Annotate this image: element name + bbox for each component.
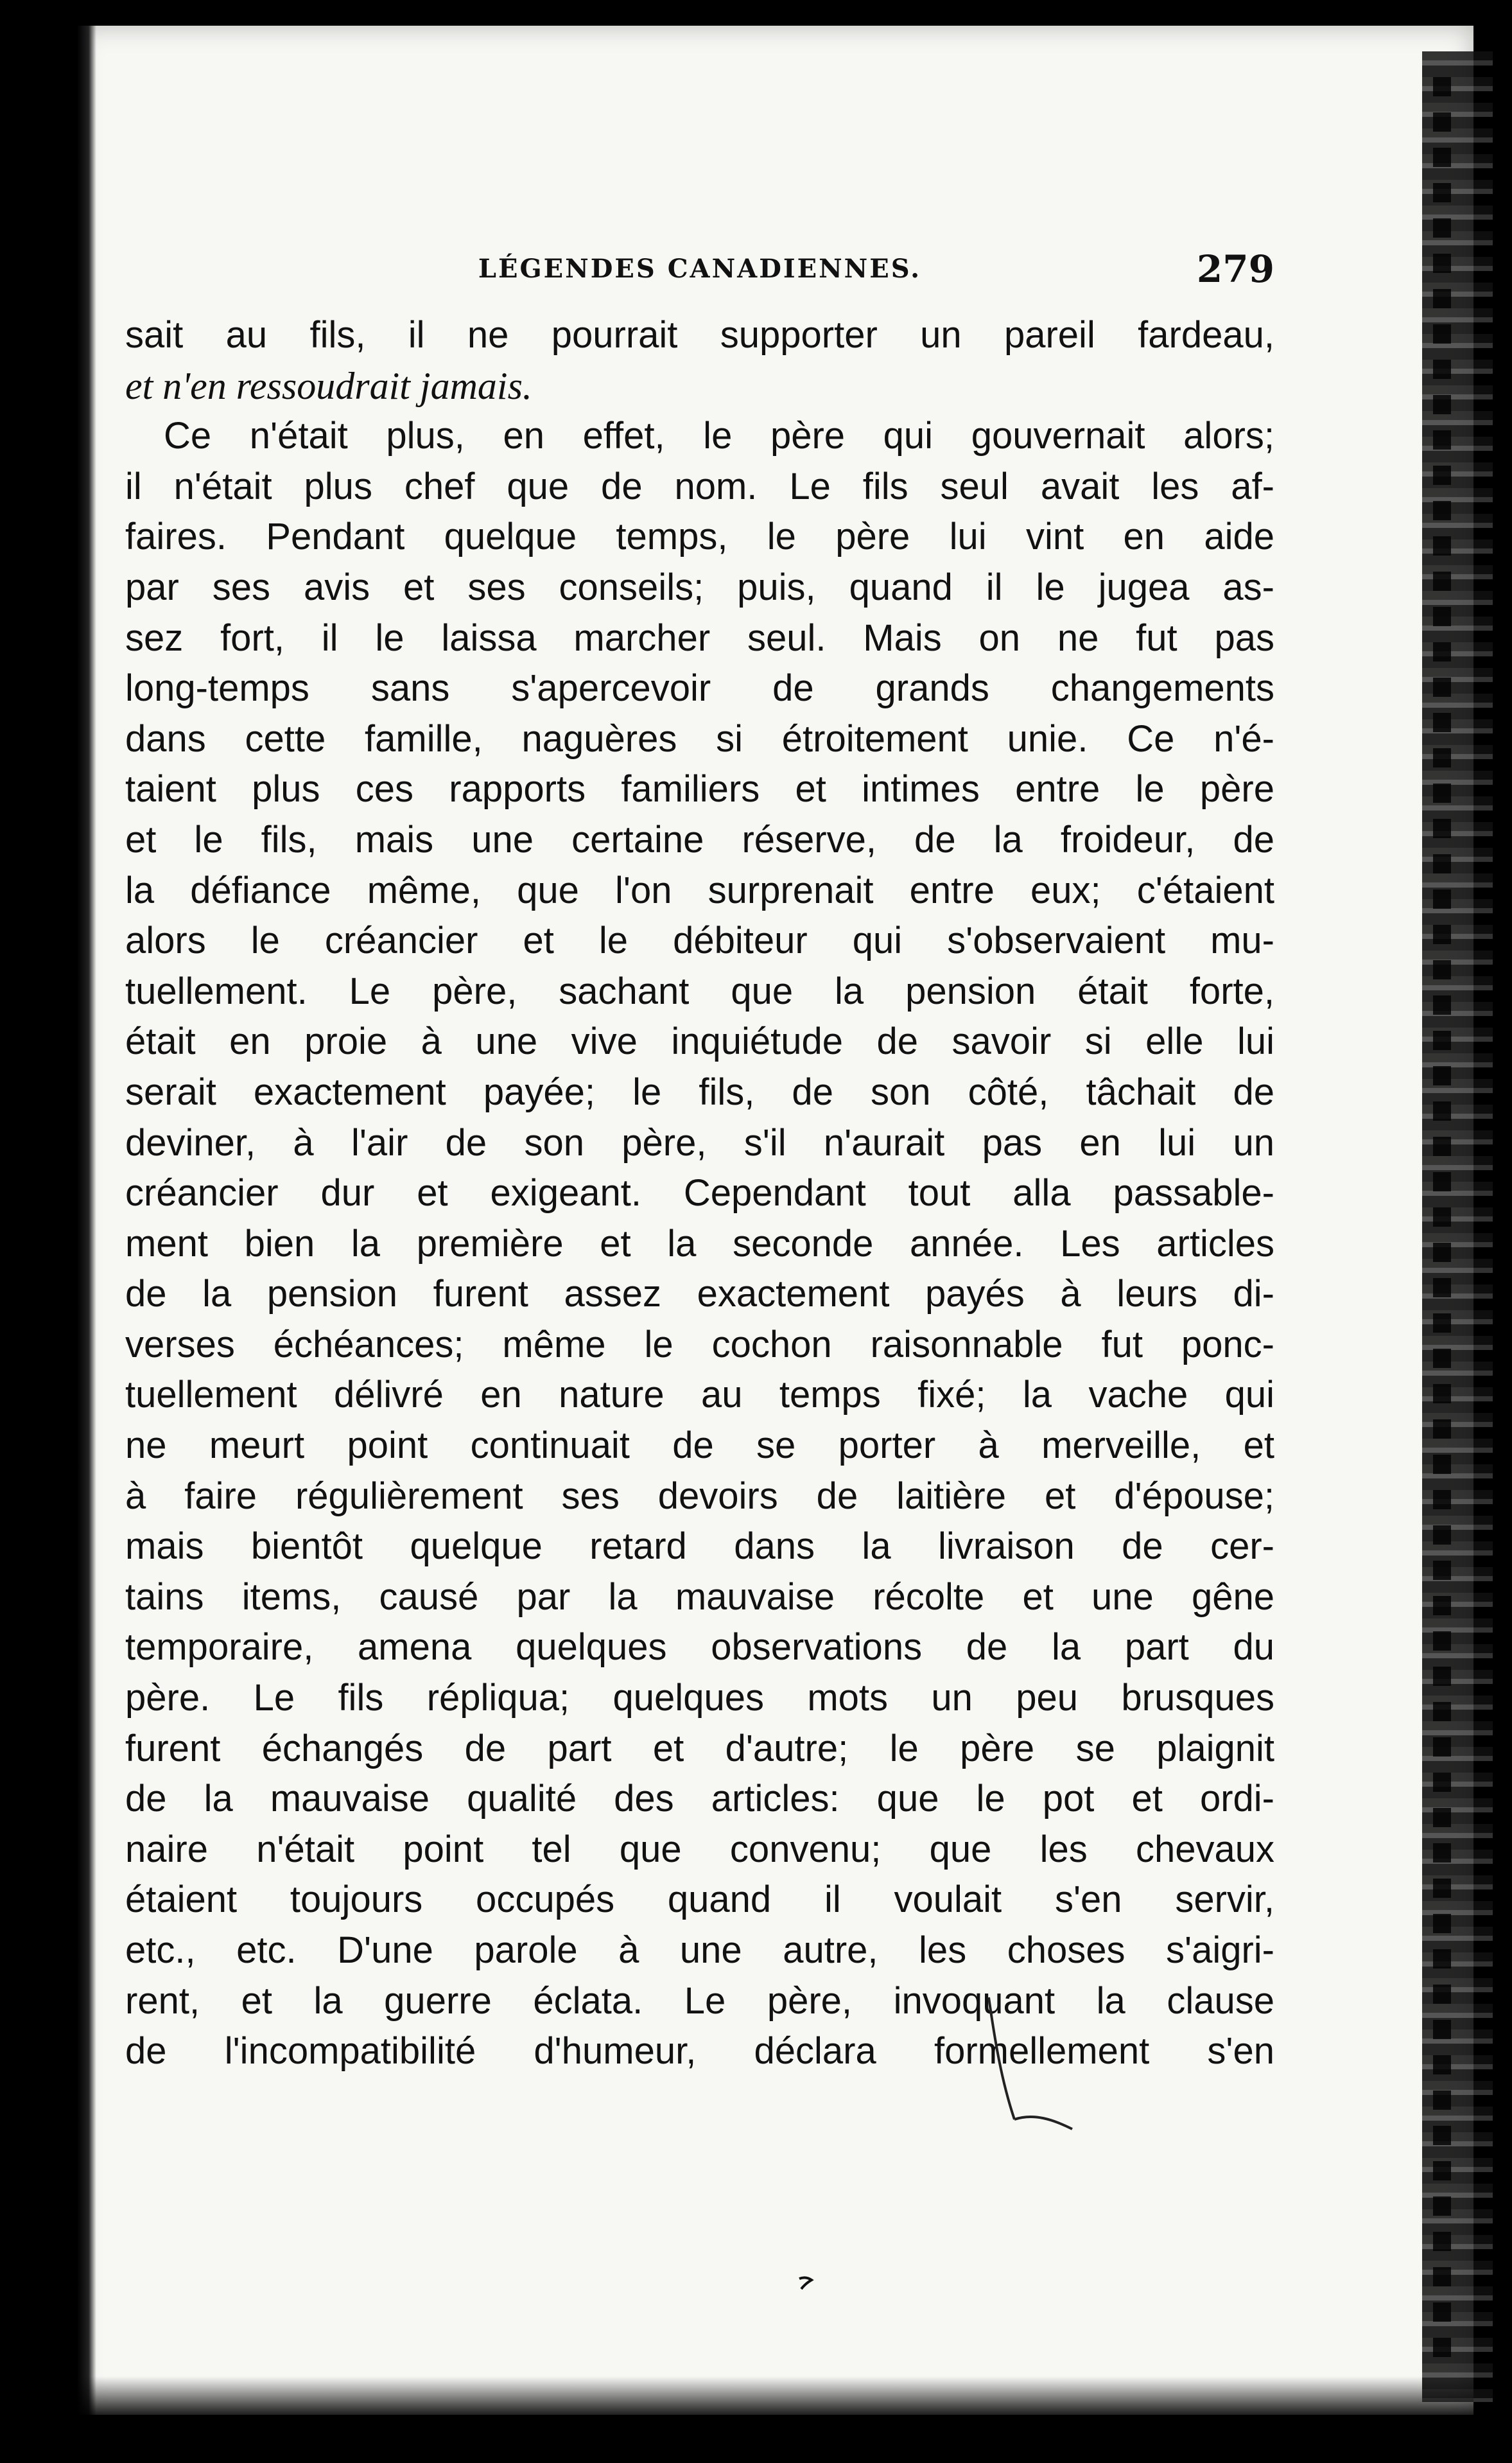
running-title: LÉGENDES CANADIENNES. xyxy=(478,254,922,284)
page-number: 279 xyxy=(1196,247,1274,291)
text-line: etc., etc. D'une parole à une autre, les choses s'aigri- xyxy=(125,1929,1274,1971)
text-line: ne meurt point continuait de se porter à merveille, et xyxy=(125,1424,1274,1467)
text-line: créancier dur et exigeant. Cependant tout alla passable- xyxy=(125,1172,1274,1214)
text-line: sez fort, il le laissa marcher seul. Mais on ne fut pas xyxy=(125,617,1274,659)
text-line: temporaire, amena quelques observations de la part du xyxy=(125,1626,1274,1669)
torn-right-edge-inner xyxy=(1433,77,1451,2363)
text-line: tuellement. Le père, sachant que la pension était forte, xyxy=(125,970,1274,1012)
text-line: faires. Pendant quelque temps, le père lui vint en aide xyxy=(125,516,1274,558)
text-line: deviner, à l'air de son père, s'il n'aurait pas en lui un xyxy=(125,1121,1274,1164)
text-line: verses échéances; même le cochon raisonnable fut ponc- xyxy=(125,1323,1274,1365)
text-line: alors le créancier et le débiteur qui s'observaient mu- xyxy=(125,920,1274,962)
page-bottom-shadow xyxy=(77,2376,1473,2421)
text-line: tains items, causé par la mauvaise récolte et une gêne xyxy=(125,1575,1274,1618)
text-line: de l'incompatibilité d'humeur, déclara formellement s'en xyxy=(125,2030,1274,2073)
text-line: sait au fils, il ne pourrait supporter un pareil fardeau, xyxy=(125,314,1274,356)
text-line: et n'en ressoudrait jamais. xyxy=(125,364,532,407)
text-line: par ses avis et ses conseils; puis, quand il le jugea as- xyxy=(125,566,1274,608)
text-line: il n'était plus chef que de nom. Le fils seul avait les af- xyxy=(125,465,1274,507)
text-line: la défiance même, que l'on surprenait entre eux; c'étaient xyxy=(125,869,1274,911)
binding-shadow xyxy=(77,26,96,2415)
text-line: tuellement délivré en nature au temps fixé; la vache qui xyxy=(125,1374,1274,1416)
scan-dust-mark xyxy=(796,2274,815,2293)
text-line: de la mauvaise qualité des articles: que le pot et ordi- xyxy=(125,1778,1274,1820)
text-line: long-temps sans s'apercevoir de grands changements xyxy=(125,667,1274,710)
text-line: ment bien la première et la seconde année. Les articles xyxy=(125,1222,1274,1265)
body-text xyxy=(125,310,1274,2077)
text-line: et le fils, mais une certaine réserve, de la froideur, de xyxy=(125,818,1274,861)
text-line: étaient toujours occupés quand il voulait s'en servir, xyxy=(125,1879,1274,1921)
ink-scratch-mark xyxy=(976,1991,1079,2132)
text-line: dans cette famille, naguères si étroitement unie. Ce n'é- xyxy=(125,717,1274,760)
text-line: père. Le fils répliqua; quelques mots un peu brusques xyxy=(125,1677,1274,1719)
text-line: rent, et la guerre éclata. Le père, invoquant la clause xyxy=(125,1979,1274,2022)
text-line: à faire régulièrement ses devoirs de laitière et d'épouse; xyxy=(125,1475,1274,1517)
text-line: taient plus ces rapports familiers et intimes entre le père xyxy=(125,768,1274,811)
page-header xyxy=(125,247,1274,305)
text-line: mais bientôt quelque retard dans la livraison de cer- xyxy=(125,1525,1274,1568)
text-line: de la pension furent assez exactement payés à leurs di- xyxy=(125,1273,1274,1315)
text-line: naire n'était point tel que convenu; que les chevaux xyxy=(125,1828,1274,1870)
text-line: serait exactement payée; le fils, de son côté, tâchait de xyxy=(125,1071,1274,1113)
text-line: Ce n'était plus, en effet, le père qui gouvernait alors; xyxy=(164,415,1274,457)
text-line: furent échangés de part et d'autre; le père se plaignit xyxy=(125,1727,1274,1769)
text-line: était en proie à une vive inquiétude de savoir si elle lui xyxy=(125,1021,1274,1063)
